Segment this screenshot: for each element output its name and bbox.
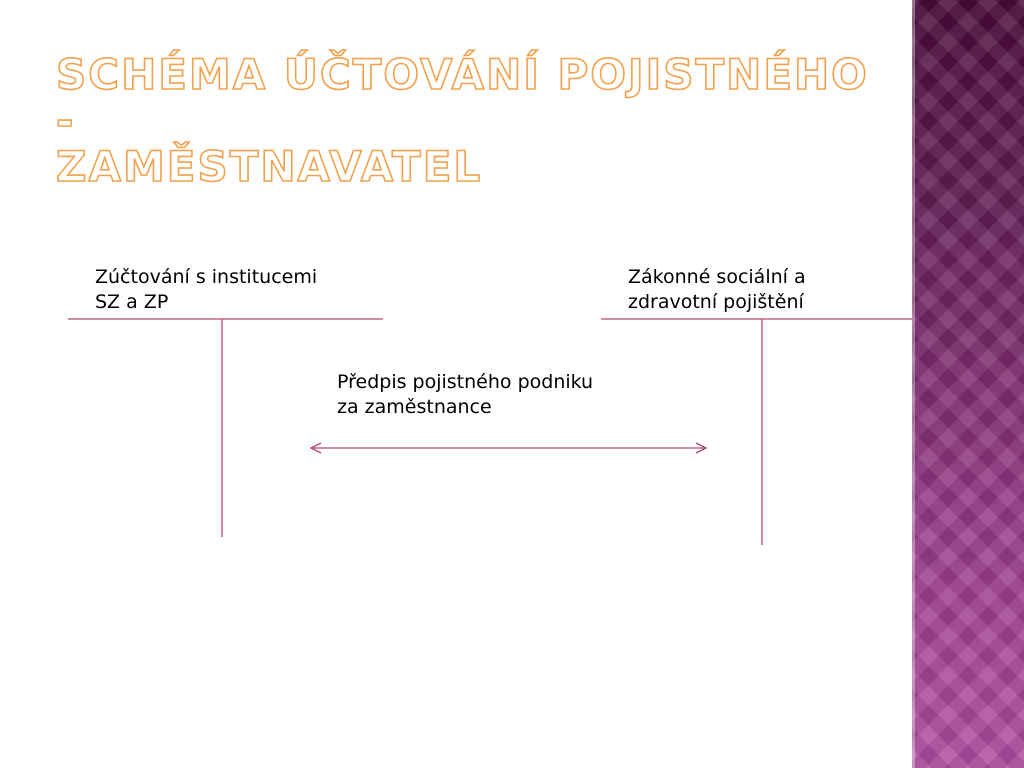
entry-label-line-2: za zaměstnance bbox=[337, 396, 492, 418]
left-account-label bbox=[95, 265, 317, 315]
right-account-label bbox=[628, 265, 806, 315]
title-line-1: SCHÉMA ÚČTOVÁNÍ POJISTNÉHO - bbox=[56, 50, 869, 145]
entry-label bbox=[337, 370, 593, 420]
title-line-2: ZAMĚSTNAVATEL bbox=[56, 142, 483, 191]
right-account-label-line-1: Zákonné sociální a bbox=[628, 266, 806, 288]
left-account-label-line-1: Zúčtování s institucemi bbox=[95, 266, 318, 288]
left-account-label-line-2: SZ a ZP bbox=[95, 291, 169, 313]
entry-label-line-1: Předpis pojistného podniku bbox=[337, 371, 594, 393]
right-account-label-line-2: zdravotní pojištění bbox=[628, 291, 804, 313]
